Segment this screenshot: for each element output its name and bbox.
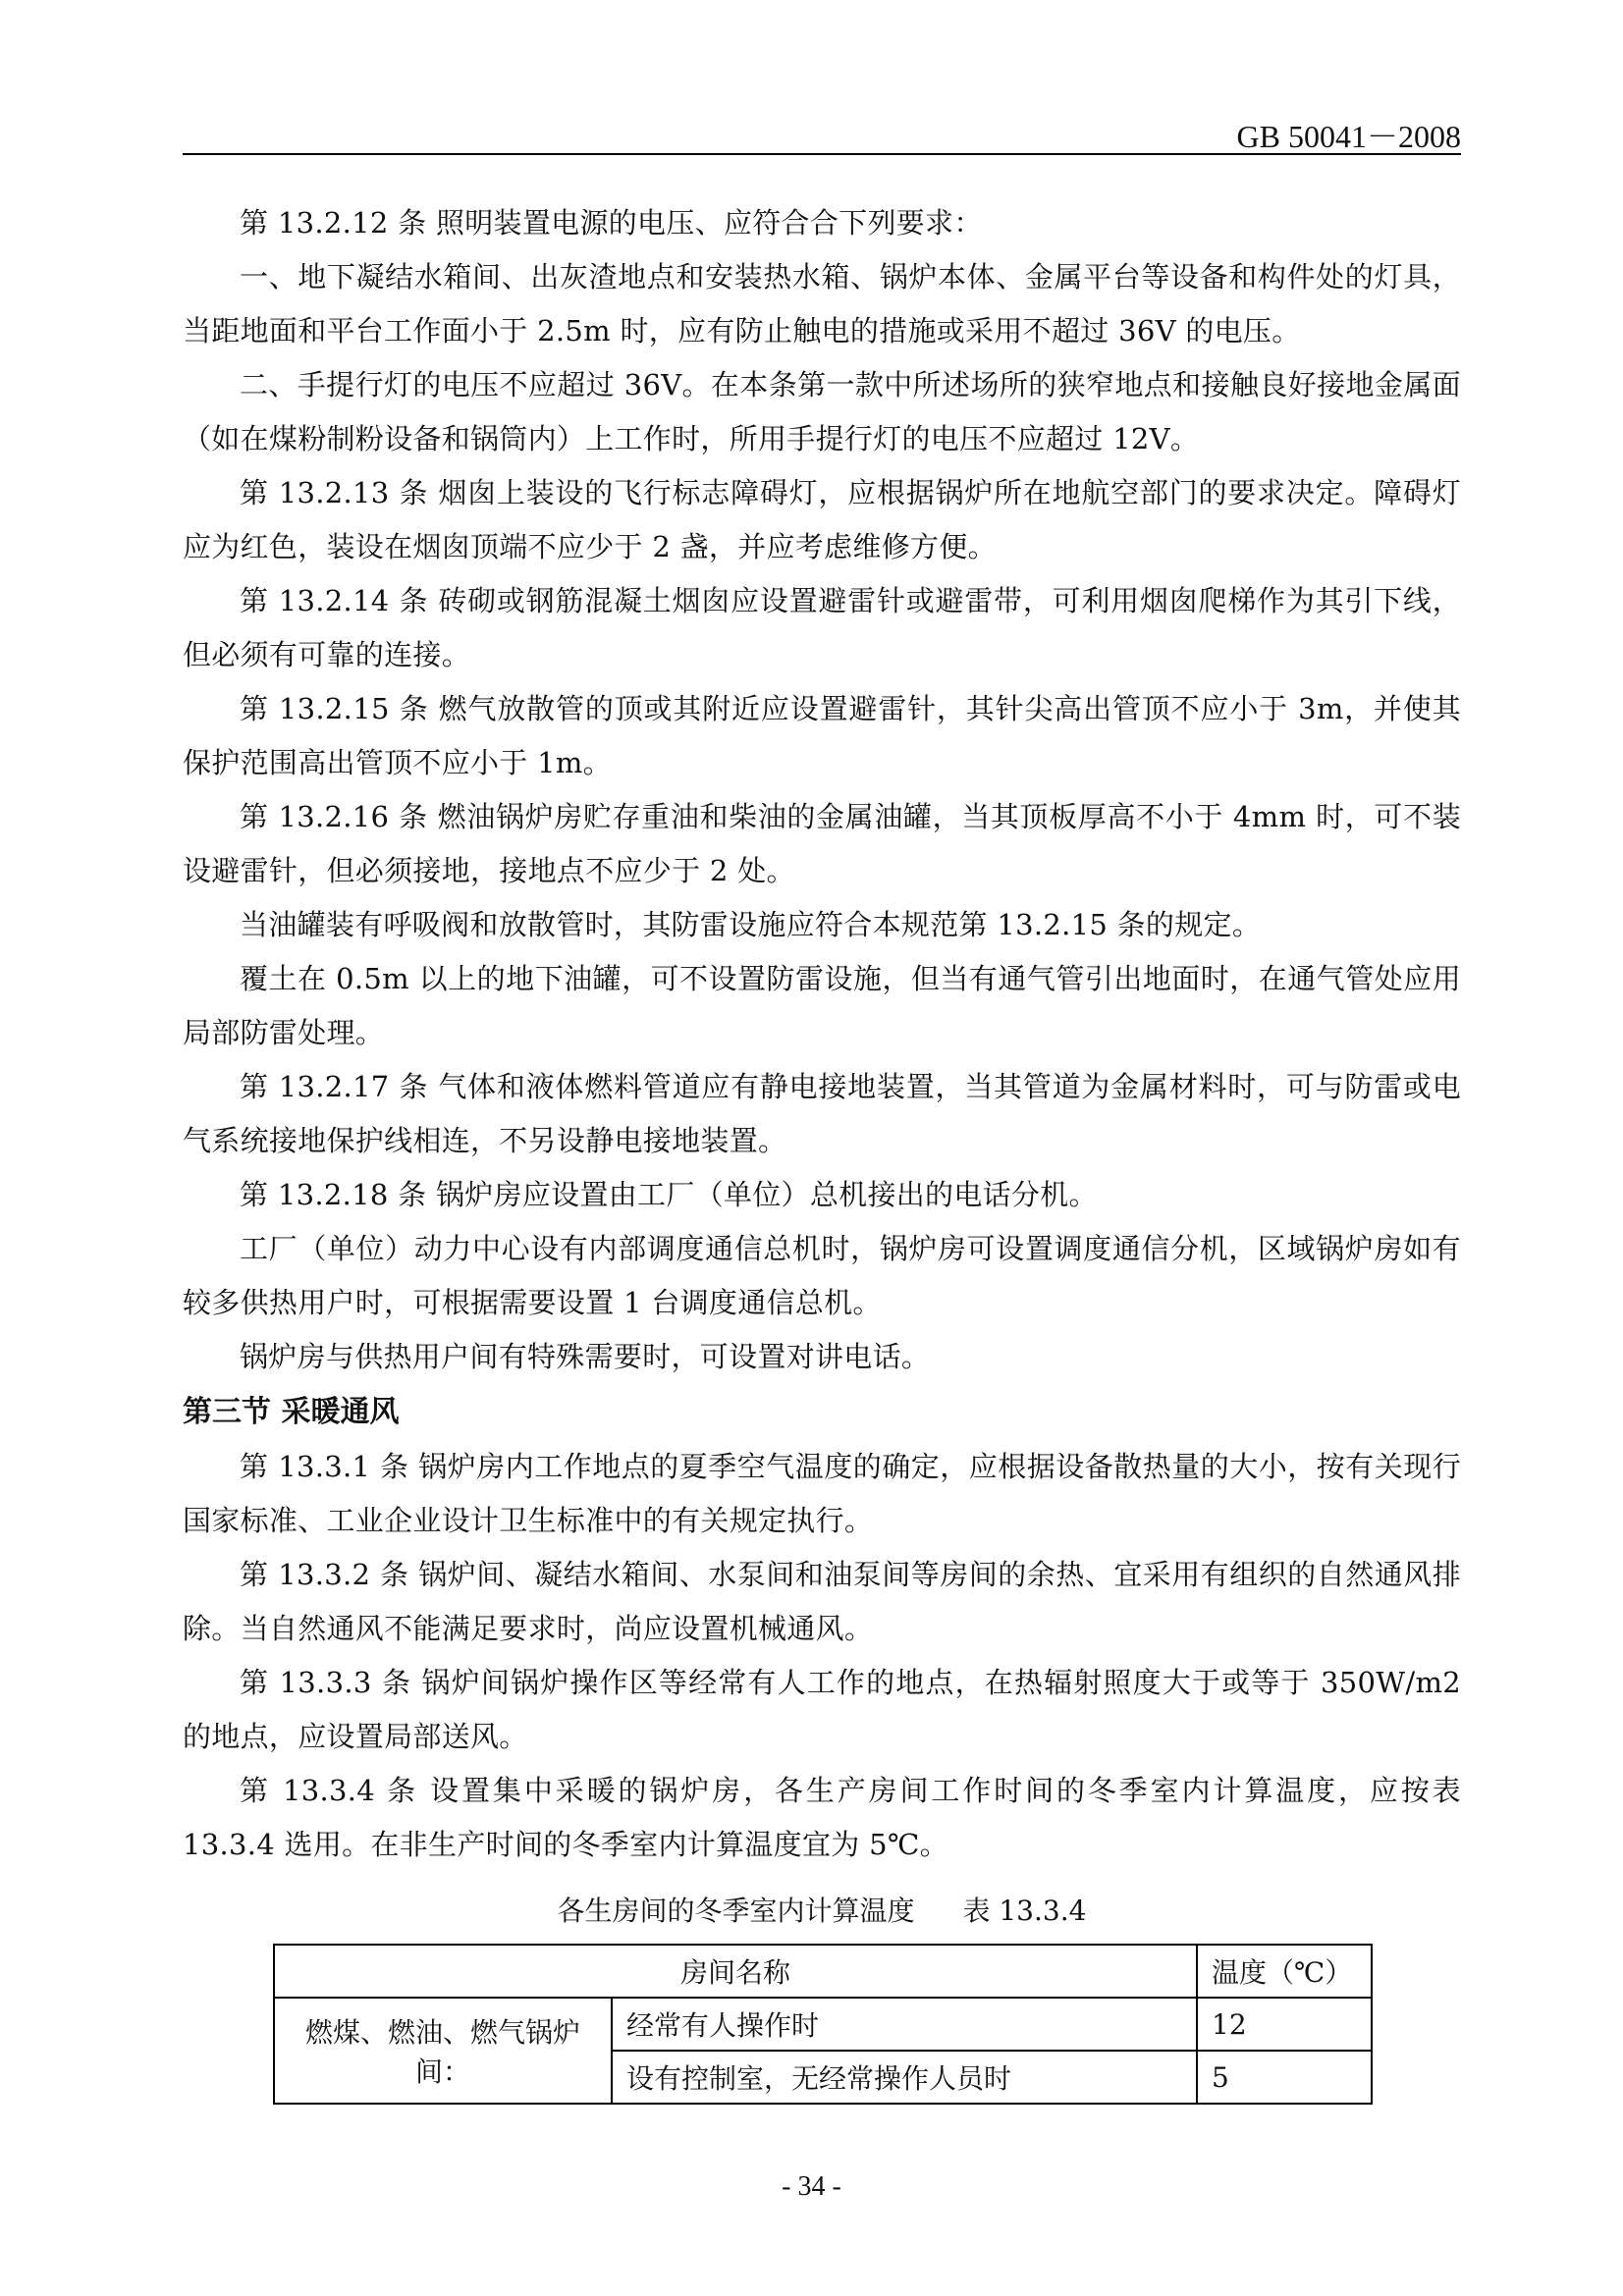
room-group-label: 燃煤、燃油、燃气锅炉间： <box>274 1998 612 2104</box>
row-temperature: 5 <box>1197 2051 1372 2104</box>
paragraph-13-3-2: 第 13.3.2 条 锅炉间、凝结水箱间、水泵间和油泵间等房间的余热、宜采用有组织的自然通风排除。当自然通风不能满足要求时，尚应设置机械通风。 <box>183 1558 1461 1645</box>
paragraph-13-2-18: 第 13.2.18 条 锅炉房应设置由工厂（单位）总机接出的电话分机。 <box>240 1178 1098 1211</box>
document-body <box>183 196 1461 1931</box>
paragraph-13-2-14: 第 13.2.14 条 砖砌或钢筋混凝土烟囱应设置避雷针或避雷带，可利用烟囱爬梯作为其引下线，但必须有可靠的连接。 <box>183 584 1461 671</box>
paragraph-dispatch: 工厂（单位）动力中心设有内部调度通信总机时，锅炉房可设置调度通信分机，区域锅炉房如有较多供热用户时，可根据需要设置 1 台调度通信总机。 <box>183 1232 1461 1319</box>
temperature-table <box>273 1944 1373 2105</box>
paragraph-13-2-15: 第 13.2.15 条 燃气放散管的顶或其附近应设置避雷针，其针尖高出管顶不应小于 3m，并使其保护范围高出管顶不应小于 1m。 <box>183 692 1461 779</box>
table-header-row <box>274 1945 1372 1998</box>
header-temperature: 温度（℃） <box>1197 1945 1372 1998</box>
paragraph-13-3-1: 第 13.3.1 条 锅炉房内工作地点的夏季空气温度的确定，应根据设备散热量的大小，按有关现行国家标准、工业企业设计卫生标准中的有关规定执行。 <box>183 1450 1461 1537</box>
paragraph-oil-tank-vent: 当油罐装有呼吸阀和放散管时，其防雷设施应符合本规范第 13.2.15 条的规定。 <box>240 908 1262 941</box>
page-number: - 34 - <box>782 2171 841 2202</box>
page-header <box>183 106 1461 155</box>
header-room-name: 房间名称 <box>274 1945 1197 1998</box>
paragraph-13-3-3: 第 13.3.3 条 锅炉间锅炉操作区等经常有人工作的地点，在热辐射照度大于或等于 350W/m2 的地点，应设置局部送风。 <box>183 1666 1461 1753</box>
paragraph-13-2-12-item-1: 一、地下凝结水箱间、出灰渣地点和安装热水箱、锅炉本体、金属平台等设备和构件处的灯具，当距地面和平台工作面小于 2.5m 时，应有防止触电的措施或采用不超过 36V 的电压。 <box>183 260 1461 347</box>
row-condition: 经常有人操作时 <box>612 1998 1197 2051</box>
paragraph-buried-tank: 覆土在 0.5m 以上的地下油罐，可不设置防雷设施，但当有通气管引出地面时，在通气管处应用局部防雷处理。 <box>183 962 1461 1049</box>
section-title: 第三节 采暖通风 <box>183 1395 400 1429</box>
table-number: 表 13.3.4 <box>962 1895 1087 1927</box>
paragraph-13-2-12: 第 13.2.12 条 照明装置电源的电压、应符合合下列要求： <box>240 206 983 240</box>
table-caption <box>183 1892 1461 1931</box>
row-temperature: 12 <box>1197 1998 1372 2051</box>
paragraph-13-3-4: 第 13.3.4 条 设置集中采暖的锅炉房，各生产房间工作时间的冬季室内计算温度，应按表 13.3.4 选用。在非生产时间的冬季室内计算温度宜为 5℃。 <box>183 1774 1461 1861</box>
paragraph-13-2-13: 第 13.2.13 条 烟囱上装设的飞行标志障碍灯，应根据锅炉所在地航空部门的要求决定。障碍灯应为红色，装设在烟囱顶端不应少于 2 盏，并应考虑维修方便。 <box>183 476 1461 563</box>
paragraph-13-2-16: 第 13.2.16 条 燃油锅炉房贮存重油和柴油的金属油罐，当其顶板厚高不小于 4mm 时，可不装设避雷针，但必须接地，接地点不应少于 2 处。 <box>183 800 1461 887</box>
standard-code: GB 50041－2008 <box>1236 119 1461 154</box>
paragraph-intercom: 锅炉房与供热用户间有特殊需要时，可设置对讲电话。 <box>240 1340 931 1373</box>
paragraph-13-2-12-item-2: 二、手提行灯的电压不应超过 36V。在本条第一款中所述场所的狭窄地点和接触良好接地金属面（如在煤粉制粉设备和锅筒内）上工作时，所用手提行灯的电压不应超过 12V。 <box>183 368 1461 455</box>
paragraph-13-2-17: 第 13.2.17 条 气体和液体燃料管道应有静电接地装置，当其管道为金属材料时，可与防雷或电气系统接地保护线相连，不另设静电接地装置。 <box>183 1070 1461 1157</box>
table-caption-title: 各生房间的冬季室内计算温度 <box>557 1895 915 1927</box>
table-row <box>274 1998 1372 2051</box>
row-condition: 设有控制室，无经常操作人员时 <box>612 2051 1197 2104</box>
